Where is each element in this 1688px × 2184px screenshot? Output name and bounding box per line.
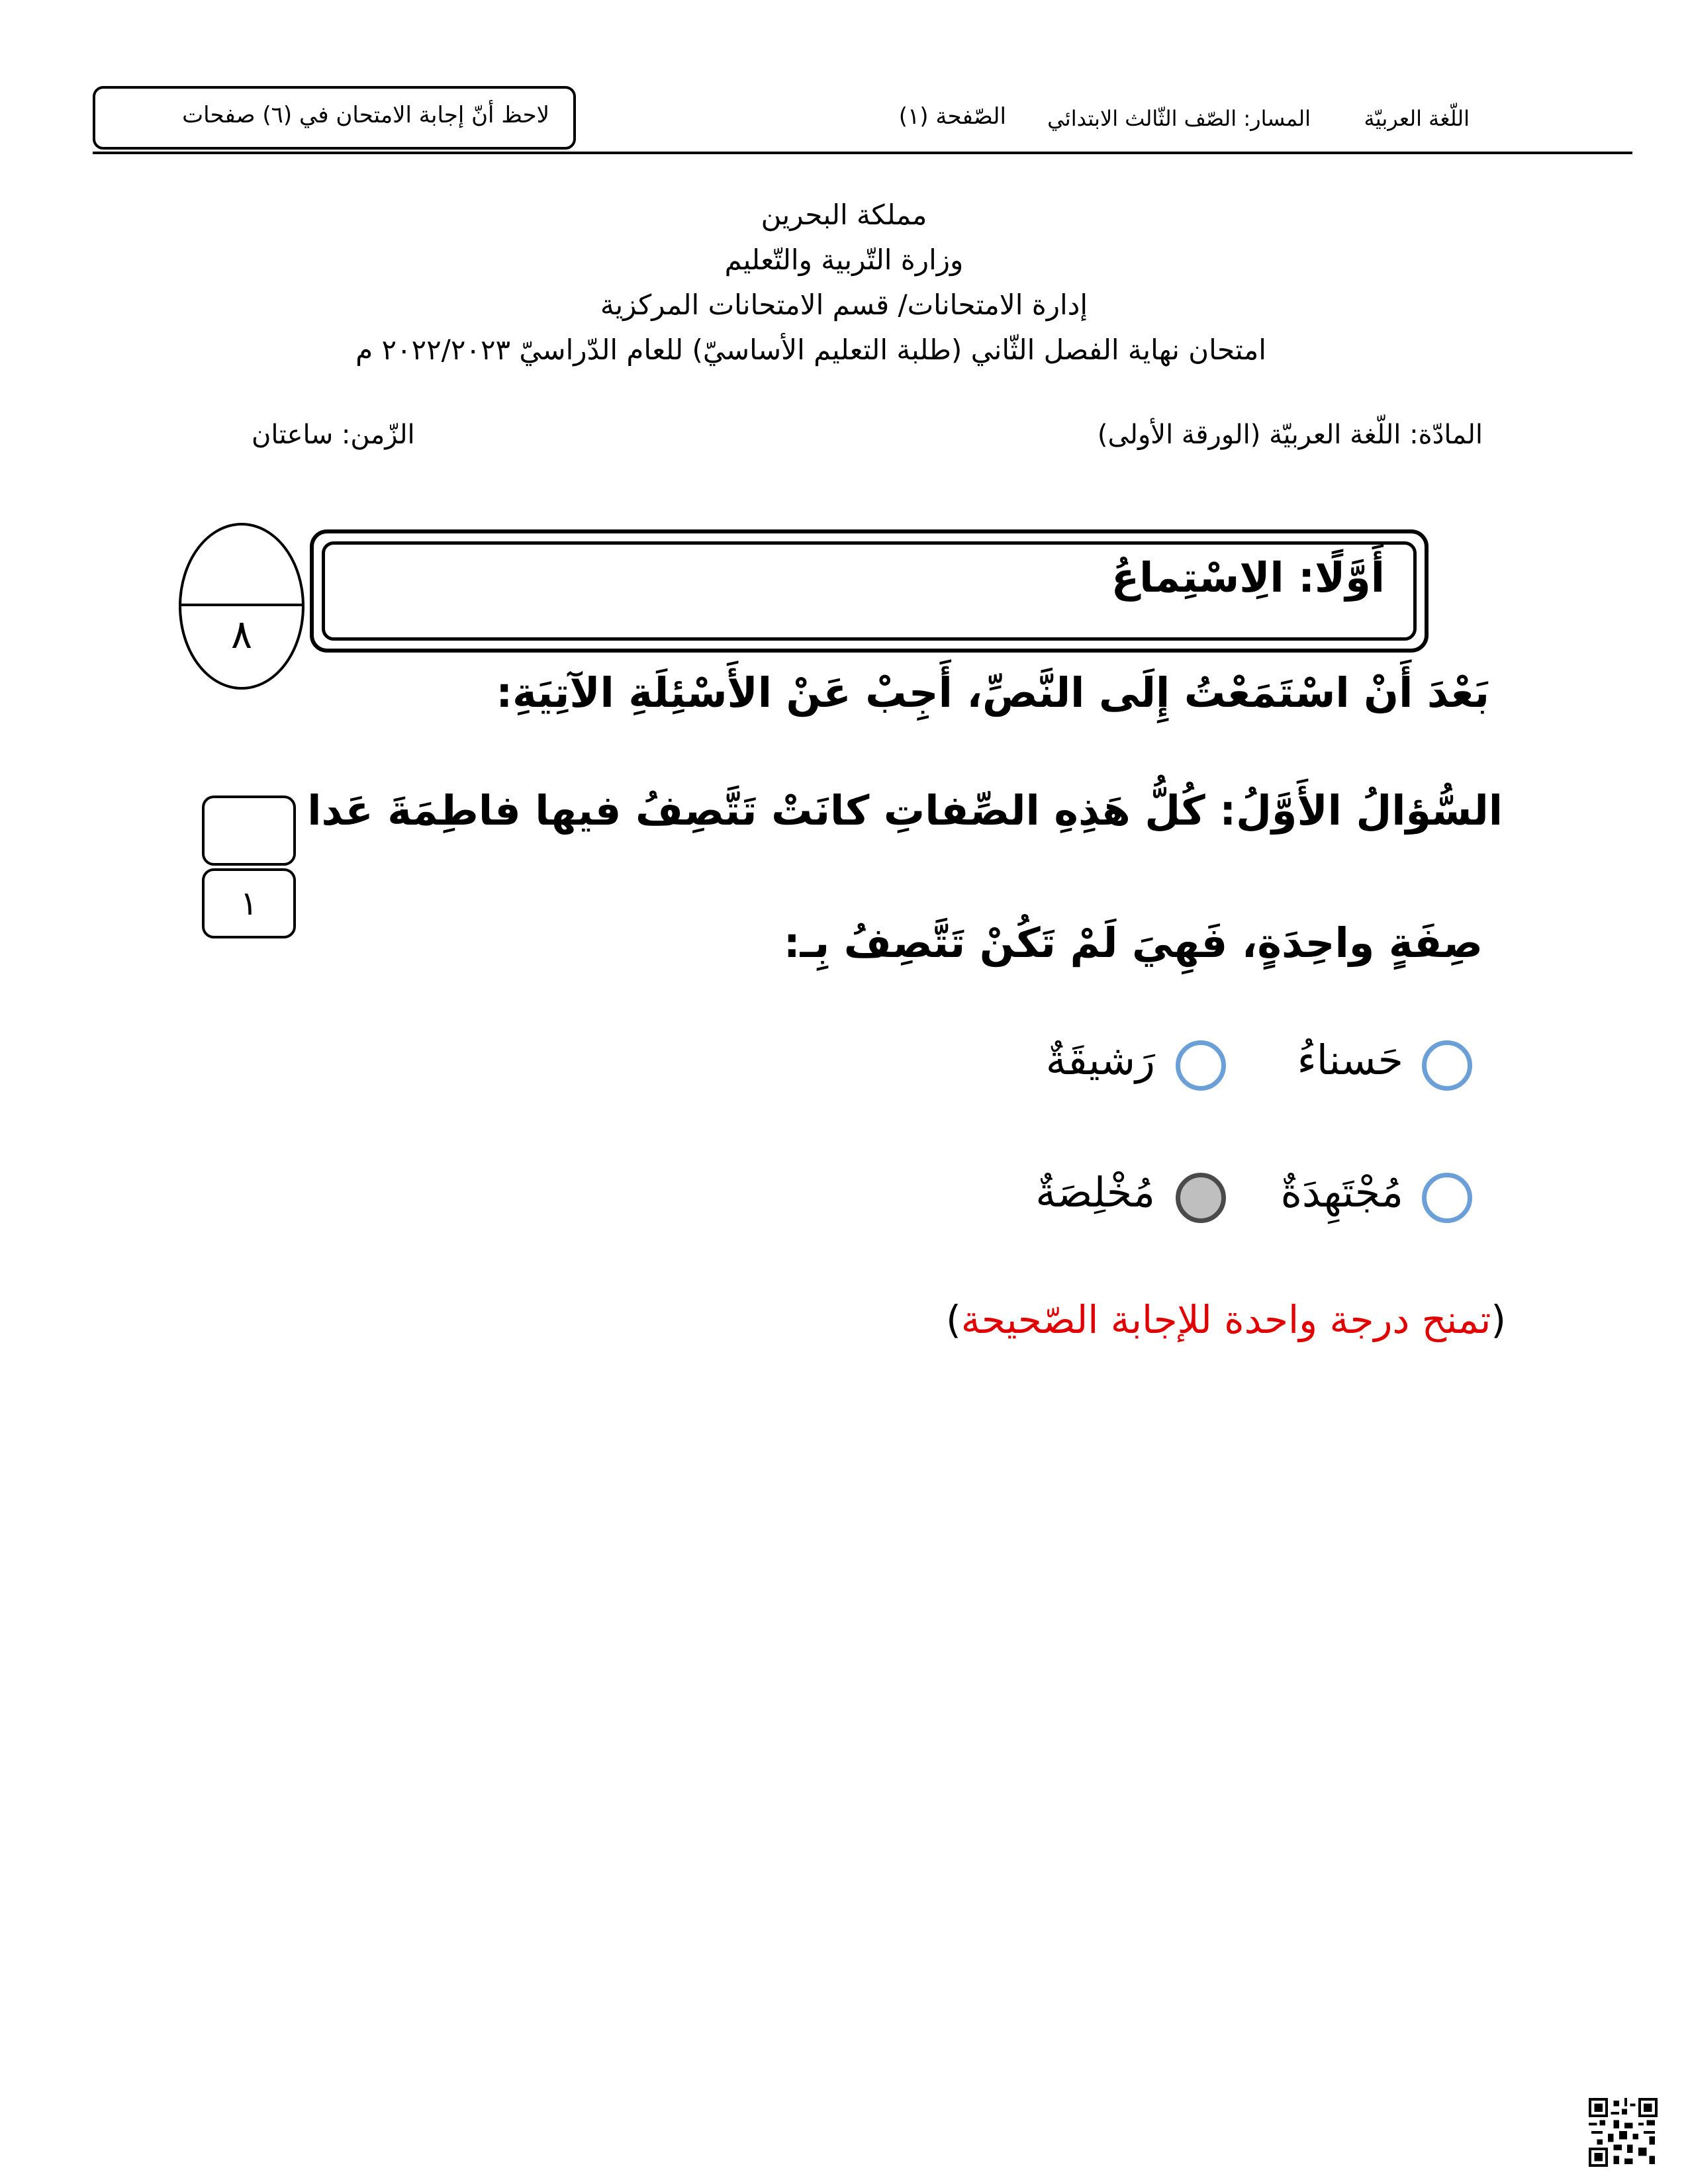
question-1-line-1: السُّؤالُ الأَوَّلُ: كُلُّ هَذِهِ الصِّفاتِ كانَتْ تَتَّصِفُ فيها فاطِمَةَ عَدا (307, 786, 1503, 835)
hint-close-paren: ) (946, 1297, 961, 1342)
oval-divider (181, 604, 302, 606)
exam-title: امتحان نهاية الفصل الثّاني (طلبة التعليم الأساسيّ) للعام الدّراسيّ ٢٠٢٢/٢٠٢٣ م (355, 334, 1266, 366)
option-2-label: رَشيقَةٌ (1045, 1036, 1155, 1084)
section-score-oval (179, 523, 305, 690)
grading-hint (946, 1297, 1506, 1342)
ministry-title: وزارة التّربية والتّعليم (724, 244, 964, 276)
kingdom-title: مملكة البحرين (761, 199, 927, 231)
question-score-blank-box (202, 796, 296, 866)
hint-text: تمنح درجة واحدة للإجابة الصّحيحة (961, 1297, 1491, 1342)
question-score: ١ (240, 884, 258, 923)
option-3-radio[interactable] (1422, 1173, 1472, 1223)
question-score-box (202, 868, 296, 938)
question-1-line-2: صِفَةٍ واحِدَةٍ، فَهِيَ لَمْ تَكُنْ تَتَّصِفُ بِـ: (783, 919, 1483, 967)
section-title: أَوَّلًا: الِاسْتِماعُ (1111, 553, 1385, 602)
department-title: إدارة الامتحانات/ قسم الامتحانات المركزية (600, 289, 1088, 321)
option-4-radio-selected[interactable] (1176, 1173, 1226, 1223)
option-1-radio[interactable] (1422, 1040, 1472, 1091)
exam-subject: المادّة: اللّغة العربيّة (الورقة الأولى) (1097, 420, 1483, 450)
option-2-radio[interactable] (1176, 1040, 1226, 1091)
hint-open-paren: ( (1491, 1297, 1506, 1342)
header-subject: اللّغة العربيّة (1364, 106, 1470, 131)
option-3-label: مُجْتَهِدَةٌ (1280, 1168, 1403, 1216)
pages-note-box (93, 86, 576, 150)
section-title-box (310, 529, 1429, 653)
exam-time: الزّمن: ساعتان (252, 420, 415, 450)
header-track: المسار: الصّف الثّالث الابتدائي (1047, 106, 1311, 131)
option-1-label: حَسناءُ (1297, 1036, 1403, 1084)
instruction-text: بَعْدَ أَنْ اسْتَمَعْتُ إِلَى النَّصِّ، أَجِبْ عَنْ الأَسْئِلَةِ الآتِيَةِ: (496, 668, 1489, 717)
section-score: ٨ (230, 612, 253, 658)
qr-code-icon (1589, 2098, 1658, 2167)
option-4-label: مُخْلِصَةٌ (1035, 1168, 1155, 1216)
pages-note: لاحظ أنّ إجابة الامتحان في (٦) صفحات (182, 102, 549, 128)
header-page-number: الصّفحة (١) (898, 103, 1006, 130)
header-divider (93, 152, 1632, 154)
